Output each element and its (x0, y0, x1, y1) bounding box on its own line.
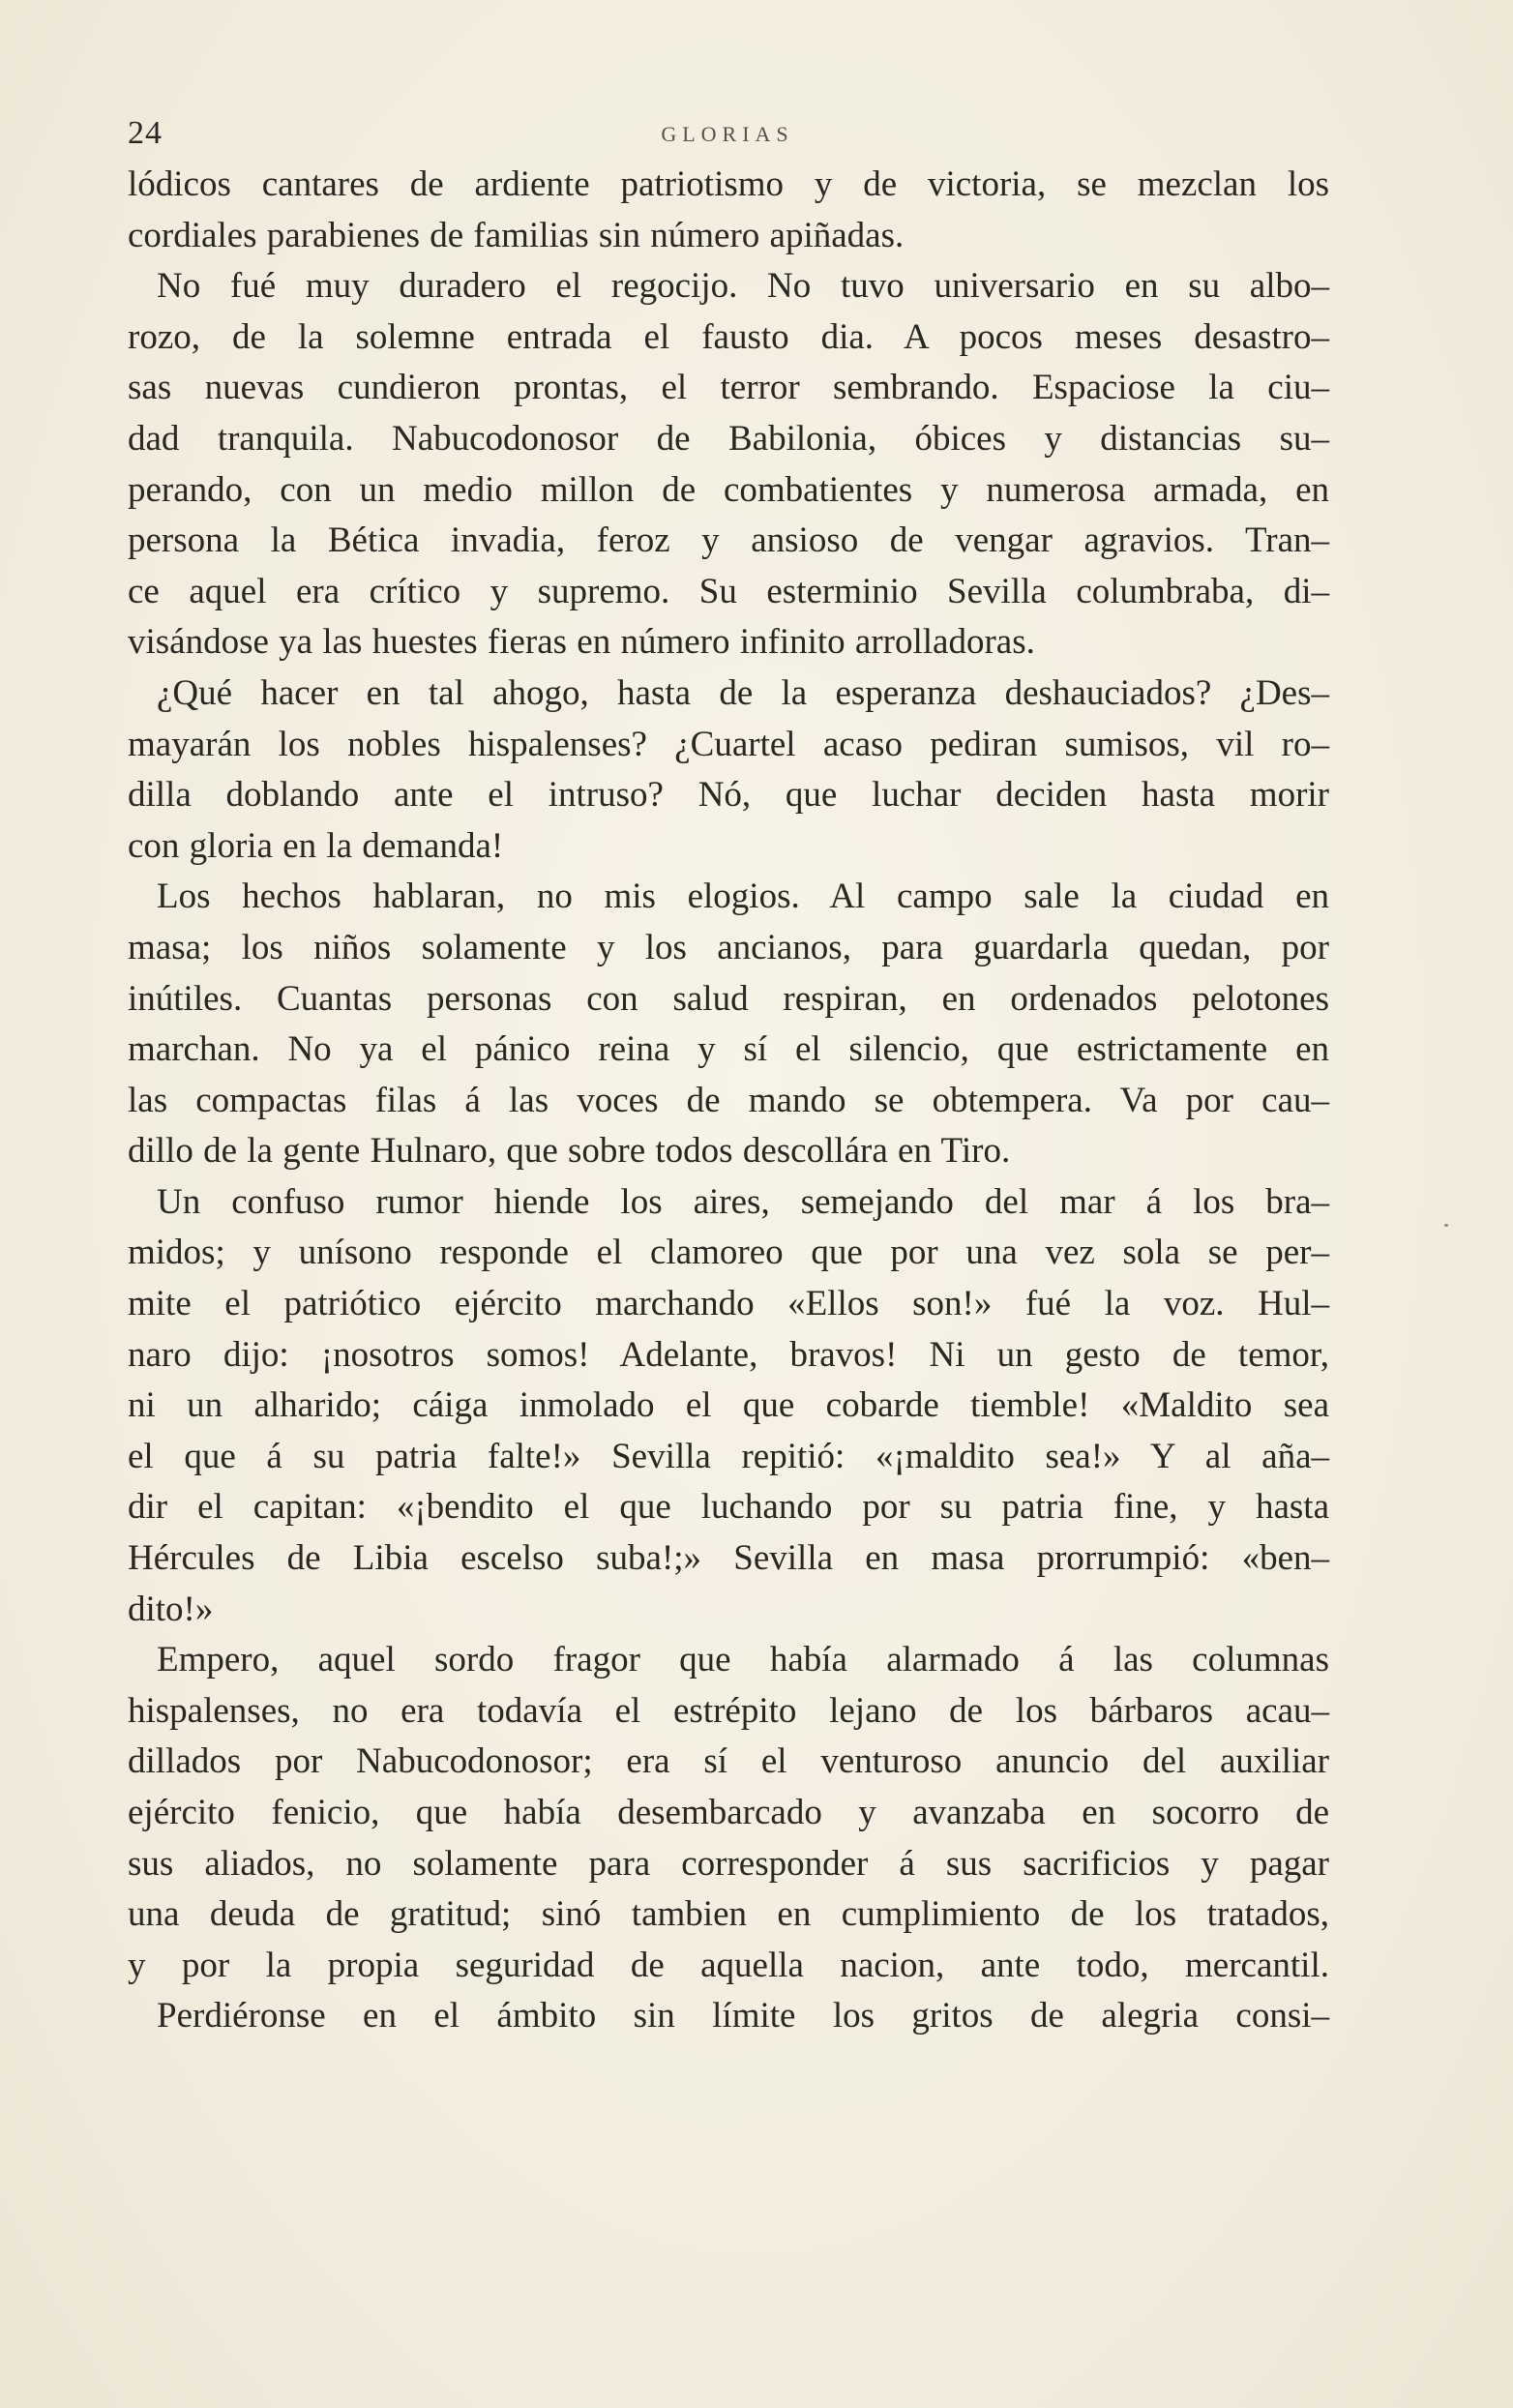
text-line: dito!» (128, 1589, 214, 1629)
text-line: Empero, aquel sordo fragor que había alarmado á las columnas (157, 1640, 1329, 1680)
text-line: dilla doblando ante el intruso? Nó, que luchar deciden hasta morir (128, 775, 1329, 816)
text-line: ejército fenicio, que había desembarcado y avanzaba en socorro de (128, 1793, 1329, 1832)
text-line: cordiales parabienes de familias sin número apiñadas. (128, 215, 905, 255)
text-line: una deuda de gratitud; sinó tambien en cumplimiento de los tratados, (128, 1894, 1329, 1935)
text-line: dir el capitan: «¡bendito el que luchando por su patria fine, y hasta (128, 1487, 1329, 1528)
text-line: con gloria en la demanda! (128, 825, 504, 866)
page-number: 24 (128, 115, 163, 151)
text-line: perando, con un medio millon de combatientes y numerosa armada, en (128, 469, 1329, 510)
text-line: ni un alharido; cáiga inmolado el que cobarde tiemble! «Maldito sea (128, 1385, 1329, 1426)
text-line: dillados por Nabucodonosor; era sí el venturoso anuncio del auxiliar (128, 1741, 1329, 1782)
text-line: masa; los niños solamente y los ancianos, para guardarla quedan, por (128, 927, 1329, 967)
text-line: mayarán los nobles hispalenses? ¿Cuartel acaso pediran sumisos, vil ro– (128, 724, 1329, 764)
text-line: el que á su patria falte!» Sevilla repitió: «¡maldito sea!» Y al aña– (128, 1436, 1329, 1476)
text-line: y por la propia seguridad de aquella nacion, ante todo, mercantil. (128, 1945, 1329, 1985)
running-title: GLORIAS (661, 122, 794, 146)
text-line: marchan. No ya el pánico reina y sí el silencio, que estrictamente en (128, 1029, 1329, 1070)
text-line: las compactas filas á las voces de mando se obtempera. Va por cau– (128, 1080, 1329, 1120)
text-line: visándose ya las huestes fieras en número infinito arrolladoras. (128, 622, 1035, 663)
paper-speck (1444, 1224, 1448, 1227)
text-line: No fué muy duradero el regocijo. No tuvo universario en su albo– (157, 266, 1329, 307)
text-line: hispalenses, no era todavía el estrépito lejano de los bárbaros acau– (128, 1690, 1329, 1731)
text-line: midos; y unísono responde el clamoreo que por una vez sola se per– (128, 1233, 1329, 1273)
text-line: Los hechos hablaran, no mis elogios. Al campo sale la ciudad en (157, 877, 1329, 917)
text-line: ¿Qué hacer en tal ahogo, hasta de la esperanza deshauciados? ¿Des– (157, 672, 1329, 713)
text-line: persona la Bética invadia, feroz y ansioso de vengar agravios. Tran– (128, 520, 1329, 561)
text-line: Perdiéronse en el ámbito sin límite los gritos de alegria consi– (157, 1996, 1329, 2036)
body-text (128, 160, 1329, 2042)
text-line: dad tranquila. Nabucodonosor de Babilonia, óbices y distancias su– (128, 418, 1329, 459)
text-line: dillo de la gente Hulnaro, que sobre todos descollára en Tiro. (128, 1131, 1011, 1172)
page-header (128, 114, 1327, 153)
text-line: sas nuevas cundieron prontas, el terror sembrando. Espaciose la ciu– (128, 368, 1329, 408)
text-line: naro dijo: ¡nosotros somos! Adelante, bravos! Ni un gesto de temor, (128, 1334, 1329, 1375)
text-line: rozo, de la solemne entrada el fausto dia. A pocos meses desastro– (128, 316, 1329, 357)
text-line: sus aliados, no solamente para corresponder á sus sacrificios y pagar (128, 1843, 1329, 1884)
text-line: ce aquel era crítico y supremo. Su esterminio Sevilla columbraba, di– (128, 571, 1329, 611)
text-line: mite el patriótico ejército marchando «Ellos son!» fué la voz. Hul– (128, 1284, 1329, 1324)
text-line: lódicos cantares de ardiente patriotismo y de victoria, se mezclan los (128, 164, 1329, 204)
text-line: Hércules de Libia escelso suba!;» Sevilla en masa prorrumpió: «ben– (128, 1538, 1329, 1579)
text-line: Un confuso rumor hiende los aires, semejando del mar á los bra– (157, 1181, 1329, 1222)
text-line: inútiles. Cuantas personas con salud respiran, en ordenados pelotones (128, 978, 1329, 1019)
